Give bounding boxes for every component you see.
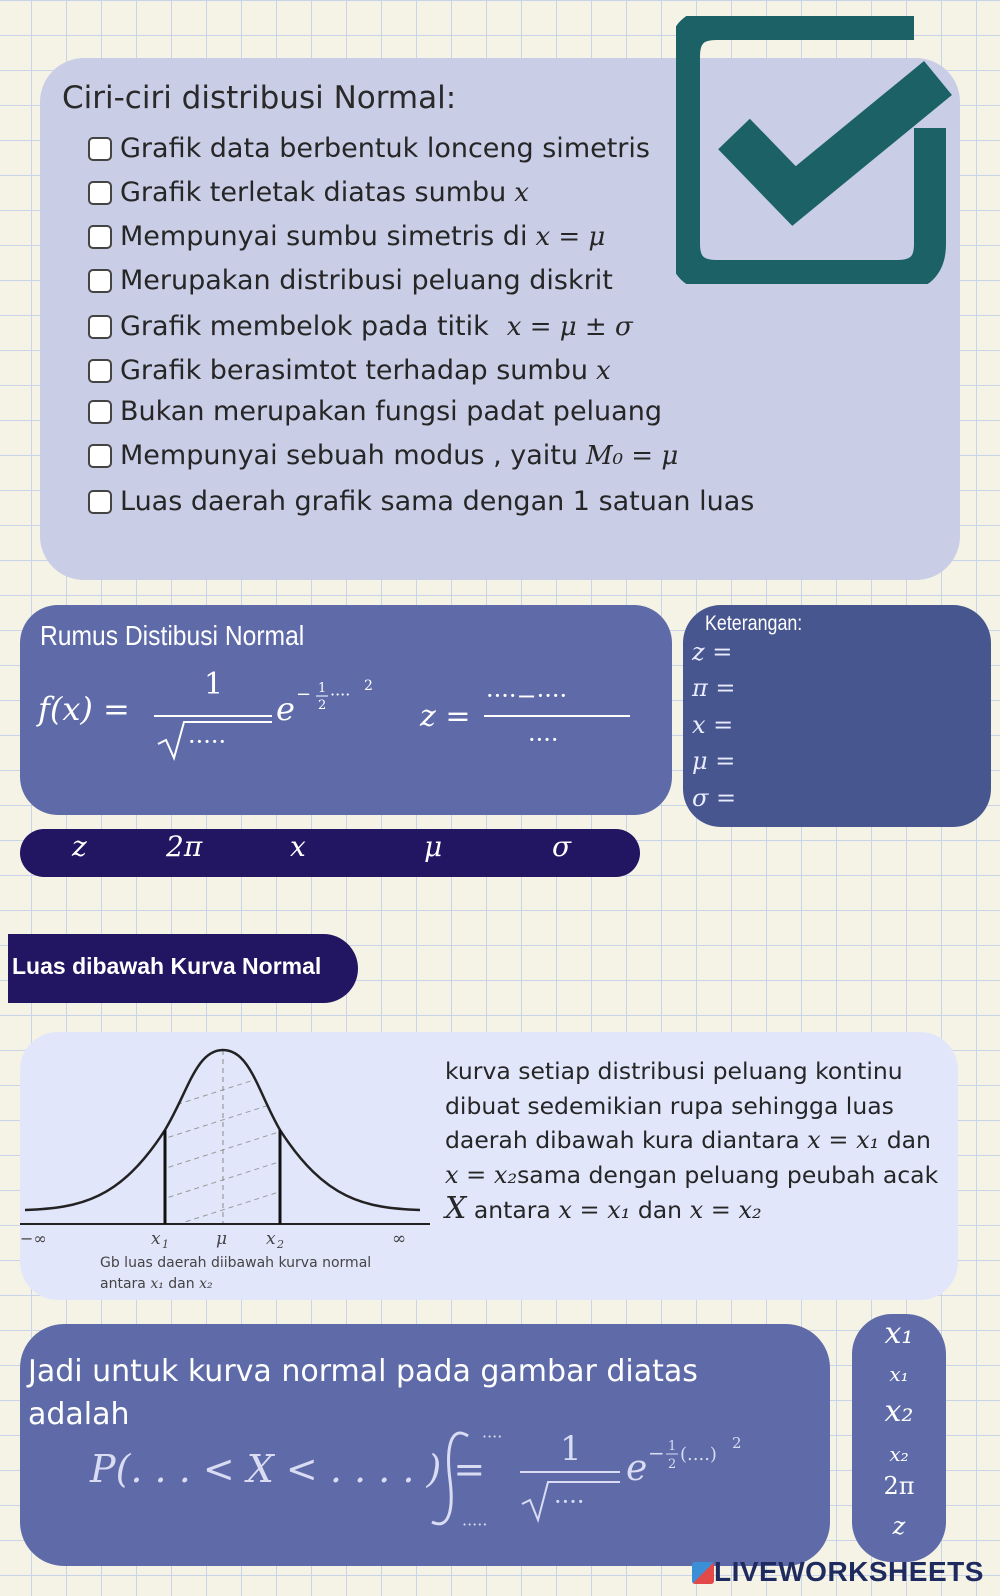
drag-option-2pi[interactable]: 2π [166,830,203,863]
svg-text:2: 2 [318,698,327,713]
checkbox[interactable] [88,225,112,249]
criteria-title: Ciri-ciri distribusi Normal: [62,80,457,116]
svg-text:····: ···· [528,726,559,754]
svg-text:1: 1 [560,1429,582,1469]
keterangan-title: Keterangan: [705,612,803,635]
svg-text:f(x) =: f(x) = [38,690,130,728]
criterion-item: Grafik terletak diatas sumbu x [88,177,529,208]
criterion-item: Mempunyai sumbu simetris di x = μ [88,221,605,252]
side-option-x1[interactable]: x₁ [884,1316,914,1351]
svg-text:x: x [266,1229,276,1249]
criterion-item: Merupakan distribusi peluang diskrit [88,265,613,296]
svg-text:····: ···· [482,1427,503,1446]
keterangan-mu[interactable]: μ = [692,747,736,775]
side-option-z[interactable]: z [892,1512,906,1540]
conclusion-text: Jadi untuk kurva normal pada gambar diatas adalah [28,1354,698,1432]
normal-formula [20,660,670,780]
svg-text:∞: ∞ [392,1229,407,1249]
svg-text:2: 2 [732,1434,742,1452]
svg-text:e: e [276,690,295,728]
graph-caption: Gb luas daerah diibawah kurva normal antara x₁ dan x₂ [100,1255,372,1292]
checkbox[interactable] [88,490,112,514]
svg-text:····: ···· [554,1488,585,1516]
svg-text:x: x [151,1229,161,1249]
criterion-item: Grafik data berbentuk lonceng simetris [88,133,650,164]
drag-option-sigma[interactable]: σ [552,830,572,863]
svg-text:·····: ····· [188,728,227,756]
svg-text:z =: z = [420,699,471,734]
checkbox[interactable] [88,269,112,293]
svg-text:1: 1 [318,681,327,696]
svg-text:1: 1 [162,1238,169,1251]
side-option-x2[interactable]: x₂ [884,1394,914,1429]
svg-text:2: 2 [668,1457,677,1472]
svg-text:−: − [296,684,312,705]
keterangan-sigma[interactable]: σ = [692,784,737,812]
criterion-item: Mempunyai sebuah modus , yaitu M₀ = μ [88,440,678,471]
drag-option-z[interactable]: z [72,830,87,863]
criterion-item: Grafik berasimtot terhadap sumbu x [88,355,611,386]
criterion-item: Grafik membelok pada titik x = μ ± σ [88,311,633,342]
keterangan-z[interactable]: z = [692,638,733,666]
criterion-item: Luas daerah grafik sama dengan 1 satuan luas [88,486,754,517]
checkbox[interactable] [88,444,112,468]
svg-text:P(. . . < X < . . . . ) =: P(. . . < X < . . . . ) = [90,1447,486,1491]
svg-text:(....): (....) [680,1444,717,1465]
svg-text:−∞: −∞ [20,1229,47,1248]
checkbox[interactable] [88,400,112,424]
checkbox[interactable] [88,315,112,339]
svg-text:−: − [648,1441,665,1465]
keterangan-x[interactable]: x = [692,711,734,739]
probability-formula [80,1420,800,1540]
criterion-item: Bukan merupakan fungsi padat peluang [88,396,662,427]
checkbox[interactable] [88,359,112,383]
svg-text:1: 1 [668,1439,677,1454]
svg-text:·····: ····· [462,1515,488,1534]
section-heading: Luas dibawah Kurva Normal [12,953,322,979]
formula-title: Rumus Distibusi Normal [40,620,305,651]
area-description: kurva setiap distribusi peluang kontinu dibuat sedemikian rupa sehingga luas daerah dibawah kura diantara x = x₁ dan x = x₂sama dengan peluang peubah acak X antara x = x₁ dan x = x₂ [445,1057,939,1226]
svg-text:2: 2 [277,1238,284,1251]
checkmark-icon [676,16,954,284]
checkbox[interactable] [88,181,112,205]
drag-options-bar [20,829,640,877]
keterangan-pi[interactable]: π = [692,674,736,702]
svg-text:e: e [626,1448,648,1489]
normal-curve-graph [20,1040,430,1255]
svg-text:2: 2 [364,678,373,694]
drag-option-x[interactable]: x [290,830,306,863]
side-option-x2-small[interactable]: x₂ [889,1442,909,1466]
logo-icon [692,1562,714,1584]
drag-option-mu[interactable]: μ [424,830,443,863]
side-option-x1-small[interactable]: x₁ [889,1362,909,1386]
checkbox[interactable] [88,137,112,161]
liveworksheets-logo: LIVEWORKSHEETS [692,1556,984,1588]
svg-text:μ: μ [216,1229,228,1249]
svg-text:····−····: ····−···· [486,682,568,710]
svg-text:1: 1 [204,667,224,702]
svg-text:····: ···· [330,685,351,704]
side-option-2pi[interactable]: 2π [883,1472,915,1500]
